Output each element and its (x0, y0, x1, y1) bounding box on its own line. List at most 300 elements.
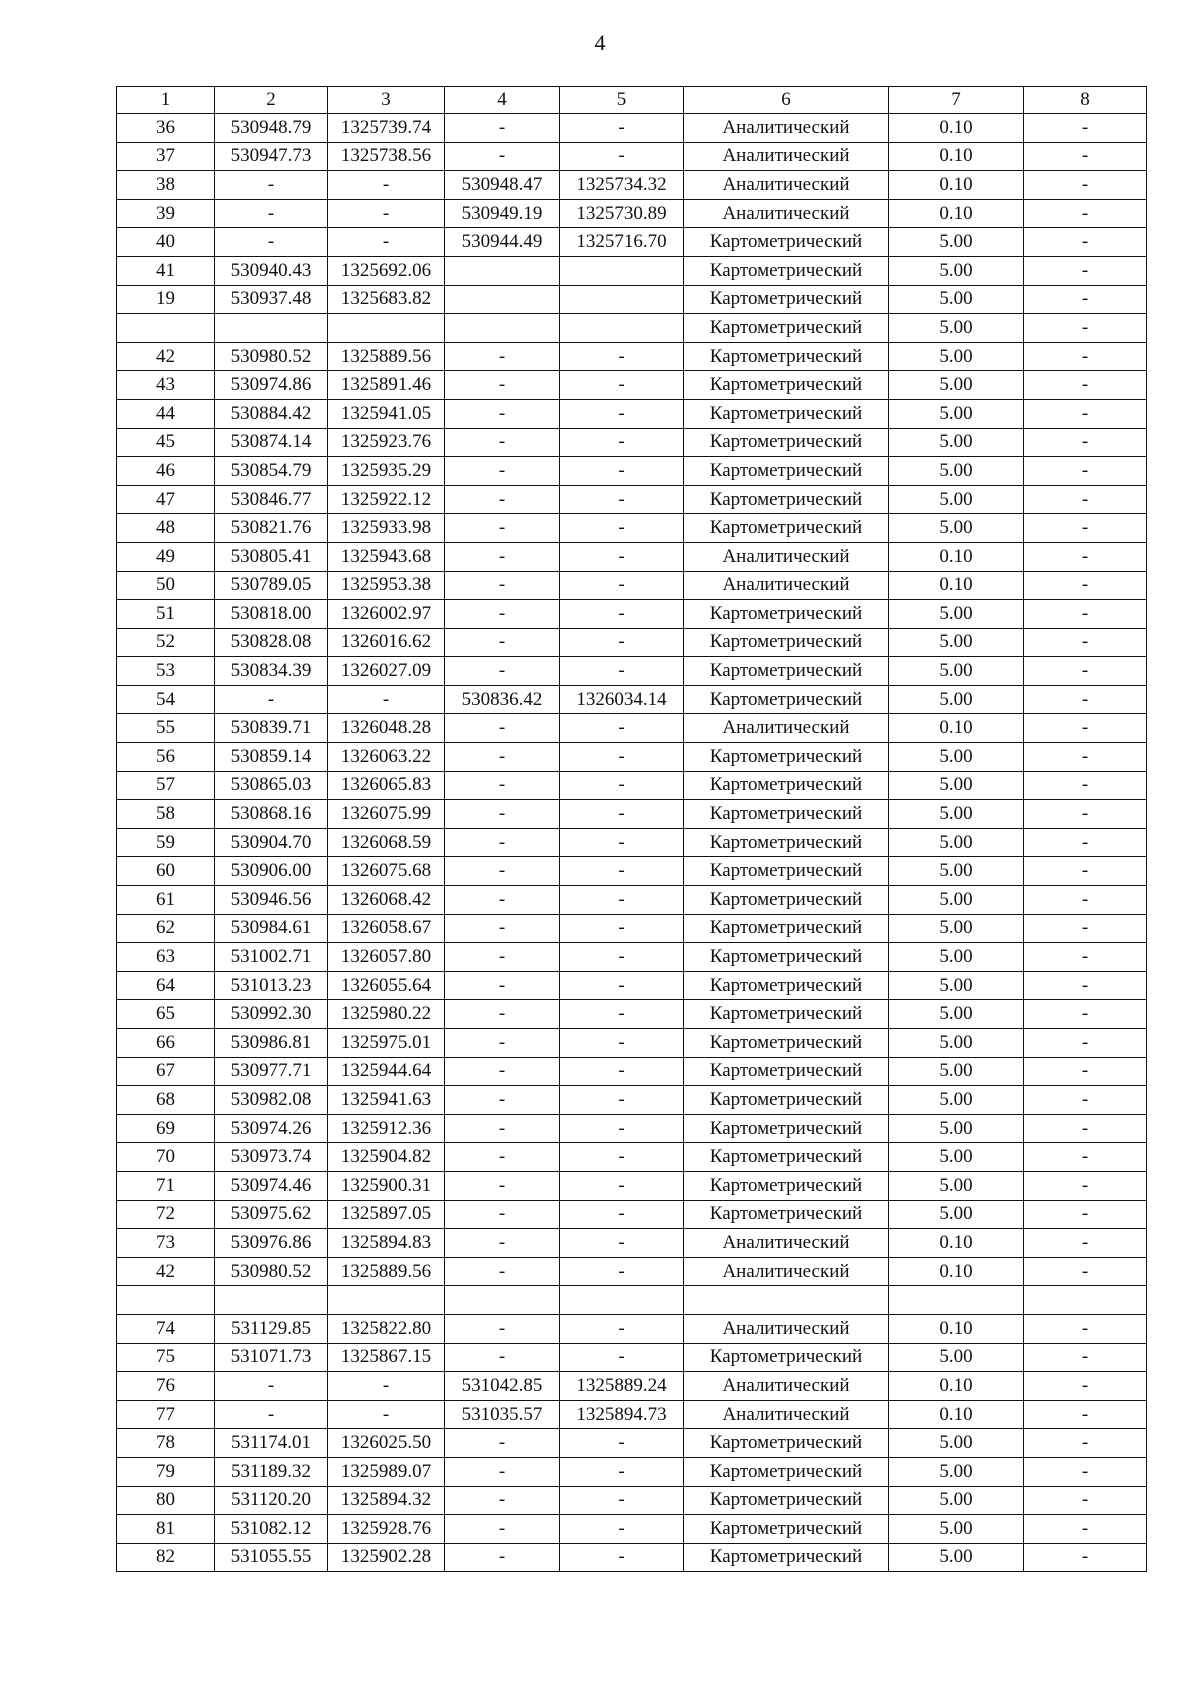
table-cell: - (1024, 1000, 1147, 1029)
table-cell: - (445, 1086, 560, 1115)
table-cell: - (1024, 1343, 1147, 1372)
table-cell: 76 (117, 1372, 215, 1401)
table-cell: 530868.16 (215, 800, 328, 829)
table-cell: 70 (117, 1143, 215, 1172)
table-cell: Картометрический (684, 828, 889, 857)
table-cell: 1325944.64 (328, 1057, 445, 1086)
table-cell: - (560, 1515, 684, 1544)
table-cell: 1326055.64 (328, 971, 445, 1000)
table-cell: 44 (117, 399, 215, 428)
table-cell: 5.00 (889, 314, 1024, 343)
table-cell: - (1024, 1171, 1147, 1200)
table-row (117, 1086, 1147, 1115)
table-cell: 56 (117, 743, 215, 772)
table-cell: 530904.70 (215, 828, 328, 857)
table-cell: 5.00 (889, 399, 1024, 428)
table-cell: 5.00 (889, 1143, 1024, 1172)
table-cell: 1326002.97 (328, 600, 445, 629)
table-cell: 1326025.50 (328, 1429, 445, 1458)
table-cell: - (1024, 685, 1147, 714)
table-cell: Аналитический (684, 1372, 889, 1401)
table-cell: 5.00 (889, 428, 1024, 457)
table-cell (328, 1286, 445, 1315)
table-cell: 5.00 (889, 743, 1024, 772)
table-row (117, 1286, 1147, 1315)
table-row (117, 1343, 1147, 1372)
table-cell: - (445, 1314, 560, 1343)
table-row (117, 457, 1147, 486)
table-cell: 5.00 (889, 1457, 1024, 1486)
table-cell: - (1024, 828, 1147, 857)
table-row (117, 142, 1147, 171)
table-cell: Картометрический (684, 857, 889, 886)
table-cell: 530974.86 (215, 371, 328, 400)
table-cell: - (445, 1429, 560, 1458)
table-row (117, 1029, 1147, 1058)
table-cell: - (560, 886, 684, 915)
table-cell: Картометрический (684, 628, 889, 657)
table-cell: 530805.41 (215, 542, 328, 571)
table-row (117, 1229, 1147, 1258)
table-cell: - (1024, 1515, 1147, 1544)
table-row (117, 886, 1147, 915)
table-cell: - (1024, 1314, 1147, 1343)
table-cell: Картометрический (684, 1200, 889, 1229)
table-cell: 37 (117, 142, 215, 171)
table-cell: - (560, 1057, 684, 1086)
table-cell: - (1024, 1486, 1147, 1515)
table-cell: Картометрический (684, 743, 889, 772)
table-cell: 1325822.80 (328, 1314, 445, 1343)
table-cell: 531082.12 (215, 1515, 328, 1544)
table-cell: 530846.77 (215, 485, 328, 514)
table-cell: - (560, 114, 684, 143)
table-cell: 1326048.28 (328, 714, 445, 743)
table-cell: 50 (117, 571, 215, 600)
coordinates-table (116, 86, 1147, 1572)
table-cell: 530948.79 (215, 114, 328, 143)
table-cell: Картометрический (684, 342, 889, 371)
table-cell: 1325889.24 (560, 1372, 684, 1401)
table-cell: 73 (117, 1229, 215, 1258)
table-cell: - (445, 943, 560, 972)
table-cell: 5.00 (889, 685, 1024, 714)
table-cell: Картометрический (684, 256, 889, 285)
table-cell: 530884.42 (215, 399, 328, 428)
table-cell: - (560, 1171, 684, 1200)
table-cell: 531013.23 (215, 971, 328, 1000)
table-cell: - (445, 371, 560, 400)
table-cell: 77 (117, 1400, 215, 1429)
table-row (117, 714, 1147, 743)
table-cell: - (445, 743, 560, 772)
table-cell: - (1024, 857, 1147, 886)
table-cell: 5.00 (889, 485, 1024, 514)
table-cell: - (215, 1400, 328, 1429)
table-cell: - (560, 1543, 684, 1572)
table-cell: 5.00 (889, 1029, 1024, 1058)
table-row (117, 1486, 1147, 1515)
table-cell: - (328, 1400, 445, 1429)
table-cell: - (1024, 1029, 1147, 1058)
table-row (117, 1114, 1147, 1143)
table-cell: Картометрический (684, 1343, 889, 1372)
table-cell: 1325941.63 (328, 1086, 445, 1115)
table-cell: 530976.86 (215, 1229, 328, 1258)
table-cell: - (1024, 600, 1147, 629)
table-cell: 1325928.76 (328, 1515, 445, 1544)
table-cell: - (445, 1171, 560, 1200)
table-cell: 5.00 (889, 1343, 1024, 1372)
table-cell: - (1024, 1457, 1147, 1486)
table-cell: - (445, 714, 560, 743)
table-cell: - (560, 600, 684, 629)
table-cell: 1325734.32 (560, 171, 684, 200)
table-cell: Картометрический (684, 314, 889, 343)
table-cell: - (215, 199, 328, 228)
table-cell: - (1024, 1143, 1147, 1172)
table-cell: 1325891.46 (328, 371, 445, 400)
table-cell: - (1024, 171, 1147, 200)
table-cell: 530940.43 (215, 256, 328, 285)
table-cell: - (1024, 1400, 1147, 1429)
table-cell: 1325739.74 (328, 114, 445, 143)
table-row (117, 628, 1147, 657)
table-cell: 0.10 (889, 571, 1024, 600)
table-cell: - (1024, 1372, 1147, 1401)
table-cell: - (445, 428, 560, 457)
table-cell: 67 (117, 1057, 215, 1086)
table-cell: 1325900.31 (328, 1171, 445, 1200)
table-cell: 531002.71 (215, 943, 328, 972)
table-cell: 1325692.06 (328, 256, 445, 285)
table-cell: 1326034.14 (560, 685, 684, 714)
table-cell: - (560, 399, 684, 428)
table-row (117, 114, 1147, 143)
table-cell: 0.10 (889, 1372, 1024, 1401)
table-cell: Картометрический (684, 371, 889, 400)
column-header: 4 (445, 87, 560, 114)
table-row (117, 1000, 1147, 1029)
table-cell: - (560, 571, 684, 600)
table-cell: - (560, 943, 684, 972)
table-cell: - (1024, 199, 1147, 228)
table-cell: - (328, 171, 445, 200)
table-cell: Картометрический (684, 971, 889, 1000)
table-cell: 5.00 (889, 457, 1024, 486)
table-cell: 530982.08 (215, 1086, 328, 1115)
table-cell: 80 (117, 1486, 215, 1515)
table-row (117, 342, 1147, 371)
table-cell: - (1024, 886, 1147, 915)
table-cell: - (1024, 285, 1147, 314)
table-cell: 530948.47 (445, 171, 560, 200)
table-cell: 5.00 (889, 771, 1024, 800)
table-cell: 530980.52 (215, 342, 328, 371)
table-cell: 1325902.28 (328, 1543, 445, 1572)
table-cell: Картометрический (684, 1515, 889, 1544)
table-cell: - (1024, 399, 1147, 428)
table-cell: 1325738.56 (328, 142, 445, 171)
table-cell: - (1024, 428, 1147, 457)
table-cell: - (1024, 1257, 1147, 1286)
table-cell: - (1024, 457, 1147, 486)
table-row (117, 428, 1147, 457)
table-cell: 1325716.70 (560, 228, 684, 257)
table-cell: 81 (117, 1515, 215, 1544)
table-cell: - (560, 914, 684, 943)
table-cell: - (445, 1000, 560, 1029)
table-cell: 82 (117, 1543, 215, 1572)
table-cell: Аналитический (684, 571, 889, 600)
table-cell: - (1024, 1229, 1147, 1258)
table-row (117, 1143, 1147, 1172)
table-cell: - (560, 1200, 684, 1229)
table-cell: 0.10 (889, 142, 1024, 171)
table-cell: - (328, 199, 445, 228)
table-cell: 1325889.56 (328, 342, 445, 371)
table-cell: 531129.85 (215, 1314, 328, 1343)
table-cell: - (445, 485, 560, 514)
table-cell: 530947.73 (215, 142, 328, 171)
table-cell: 0.10 (889, 1314, 1024, 1343)
table-cell (117, 314, 215, 343)
table-cell: 5.00 (889, 256, 1024, 285)
table-cell: 530839.71 (215, 714, 328, 743)
table-cell: - (445, 542, 560, 571)
table-cell: - (1024, 1057, 1147, 1086)
table-cell: - (328, 685, 445, 714)
table-cell: - (1024, 142, 1147, 171)
table-row (117, 1314, 1147, 1343)
table-cell: - (1024, 314, 1147, 343)
table-cell: 1326075.99 (328, 800, 445, 829)
table-row (117, 771, 1147, 800)
table-cell: - (1024, 342, 1147, 371)
table-cell (560, 314, 684, 343)
table-cell: - (445, 628, 560, 657)
table-cell: 0.10 (889, 542, 1024, 571)
table-row (117, 685, 1147, 714)
table-cell: - (1024, 571, 1147, 600)
table-cell: - (445, 1486, 560, 1515)
table-cell: 5.00 (889, 342, 1024, 371)
table-row (117, 828, 1147, 857)
table-cell: Картометрический (684, 1057, 889, 1086)
table-cell: - (215, 1372, 328, 1401)
table-cell: 1325894.83 (328, 1229, 445, 1258)
column-header: 5 (560, 87, 684, 114)
table-cell (560, 256, 684, 285)
table-cell: 1325730.89 (560, 199, 684, 228)
table-cell: 5.00 (889, 1171, 1024, 1200)
table-cell: 5.00 (889, 1515, 1024, 1544)
table-cell: - (1024, 971, 1147, 1000)
table-cell: - (445, 457, 560, 486)
table-cell: 57 (117, 771, 215, 800)
table-cell: 5.00 (889, 371, 1024, 400)
table-cell: 1326065.83 (328, 771, 445, 800)
table-cell: 47 (117, 485, 215, 514)
table-cell: 1325912.36 (328, 1114, 445, 1143)
table-cell: 5.00 (889, 914, 1024, 943)
table-cell: - (445, 1114, 560, 1143)
table-cell: 5.00 (889, 1543, 1024, 1572)
table-cell: - (560, 800, 684, 829)
table-cell: - (445, 771, 560, 800)
table-row (117, 1372, 1147, 1401)
table-cell: - (560, 485, 684, 514)
table-cell: - (445, 1057, 560, 1086)
table-cell: Аналитический (684, 142, 889, 171)
table-cell: 75 (117, 1343, 215, 1372)
table-cell: Аналитический (684, 1257, 889, 1286)
table-cell: - (1024, 542, 1147, 571)
table-cell: - (560, 142, 684, 171)
table-cell: - (445, 1029, 560, 1058)
table-cell: Картометрический (684, 285, 889, 314)
table-cell: Картометрический (684, 1029, 889, 1058)
table-cell: 531189.32 (215, 1457, 328, 1486)
table-cell: - (445, 1257, 560, 1286)
table-cell: 5.00 (889, 1200, 1024, 1229)
table-cell: 530789.05 (215, 571, 328, 600)
table-cell (445, 256, 560, 285)
table-cell (445, 314, 560, 343)
table-cell: 1325922.12 (328, 485, 445, 514)
table-cell: 1325935.29 (328, 457, 445, 486)
table-row (117, 171, 1147, 200)
table-cell: - (560, 1143, 684, 1172)
table-row (117, 857, 1147, 886)
table-cell: - (560, 828, 684, 857)
table-cell: 530854.79 (215, 457, 328, 486)
table-row (117, 1171, 1147, 1200)
table-cell: 531120.20 (215, 1486, 328, 1515)
table-row (117, 1057, 1147, 1086)
table-cell: 19 (117, 285, 215, 314)
table-cell: - (445, 828, 560, 857)
table-cell: Картометрический (684, 914, 889, 943)
table-cell: - (560, 1457, 684, 1486)
table-cell: - (215, 685, 328, 714)
table-cell: - (445, 657, 560, 686)
table-cell: 79 (117, 1457, 215, 1486)
table-cell: 5.00 (889, 628, 1024, 657)
table-row (117, 971, 1147, 1000)
table-cell: 530949.19 (445, 199, 560, 228)
table-cell: - (1024, 256, 1147, 285)
table-cell: 36 (117, 114, 215, 143)
table-cell: 5.00 (889, 1000, 1024, 1029)
table-cell: Картометрический (684, 228, 889, 257)
table-body (117, 114, 1147, 1572)
table-cell: Аналитический (684, 714, 889, 743)
table-row (117, 800, 1147, 829)
table-cell: 0.10 (889, 171, 1024, 200)
table-cell: - (1024, 485, 1147, 514)
table-row (117, 1400, 1147, 1429)
table-cell: 5.00 (889, 1429, 1024, 1458)
table-cell: 64 (117, 971, 215, 1000)
table-cell: 530859.14 (215, 743, 328, 772)
table-cell: - (560, 1429, 684, 1458)
table-cell: - (1024, 114, 1147, 143)
table-cell: Картометрический (684, 399, 889, 428)
table-row (117, 571, 1147, 600)
table-cell: 5.00 (889, 800, 1024, 829)
table-cell: 78 (117, 1429, 215, 1458)
table-cell: - (445, 1143, 560, 1172)
table-cell: 5.00 (889, 857, 1024, 886)
table-cell: - (445, 1457, 560, 1486)
table-row (117, 1543, 1147, 1572)
table-cell: - (1024, 714, 1147, 743)
table-cell: Аналитический (684, 114, 889, 143)
table-row (117, 542, 1147, 571)
table-cell: 0.10 (889, 1257, 1024, 1286)
table-cell: - (1024, 1543, 1147, 1572)
table-cell: - (1024, 228, 1147, 257)
table-cell: - (328, 228, 445, 257)
table-cell: 1325894.73 (560, 1400, 684, 1429)
table-cell: Картометрический (684, 600, 889, 629)
table-cell: 0.10 (889, 1229, 1024, 1258)
table-cell: 5.00 (889, 828, 1024, 857)
table-cell: - (445, 1515, 560, 1544)
table-cell: 530865.03 (215, 771, 328, 800)
table-cell: - (560, 1029, 684, 1058)
table-cell: - (560, 371, 684, 400)
column-header: 2 (215, 87, 328, 114)
table-cell: 52 (117, 628, 215, 657)
table-cell: 1326075.68 (328, 857, 445, 886)
table-row (117, 600, 1147, 629)
table-cell: Картометрический (684, 485, 889, 514)
table-cell (889, 1286, 1024, 1315)
table-cell: 1326068.59 (328, 828, 445, 857)
table-cell: 530992.30 (215, 1000, 328, 1029)
table-cell: 61 (117, 886, 215, 915)
table-cell: - (445, 514, 560, 543)
table-cell: - (445, 1229, 560, 1258)
table-cell: - (560, 428, 684, 457)
table-cell: 72 (117, 1200, 215, 1229)
table-cell: 43 (117, 371, 215, 400)
table-cell: Картометрический (684, 457, 889, 486)
table-cell: 49 (117, 542, 215, 571)
table-cell: 0.10 (889, 714, 1024, 743)
table-row (117, 228, 1147, 257)
table-cell: 1326016.62 (328, 628, 445, 657)
table-row (117, 199, 1147, 228)
table-row (117, 485, 1147, 514)
table-cell: 46 (117, 457, 215, 486)
table-cell (445, 1286, 560, 1315)
table-cell: - (560, 1086, 684, 1115)
table-cell: 45 (117, 428, 215, 457)
table-cell: 41 (117, 256, 215, 285)
table-cell: 5.00 (889, 228, 1024, 257)
table-row (117, 657, 1147, 686)
table-cell: 51 (117, 600, 215, 629)
table-cell: 5.00 (889, 1486, 1024, 1515)
table-cell: 530977.71 (215, 1057, 328, 1086)
table-cell: Картометрический (684, 685, 889, 714)
table-cell: - (445, 886, 560, 915)
table-cell: - (560, 714, 684, 743)
table-cell: - (560, 1114, 684, 1143)
